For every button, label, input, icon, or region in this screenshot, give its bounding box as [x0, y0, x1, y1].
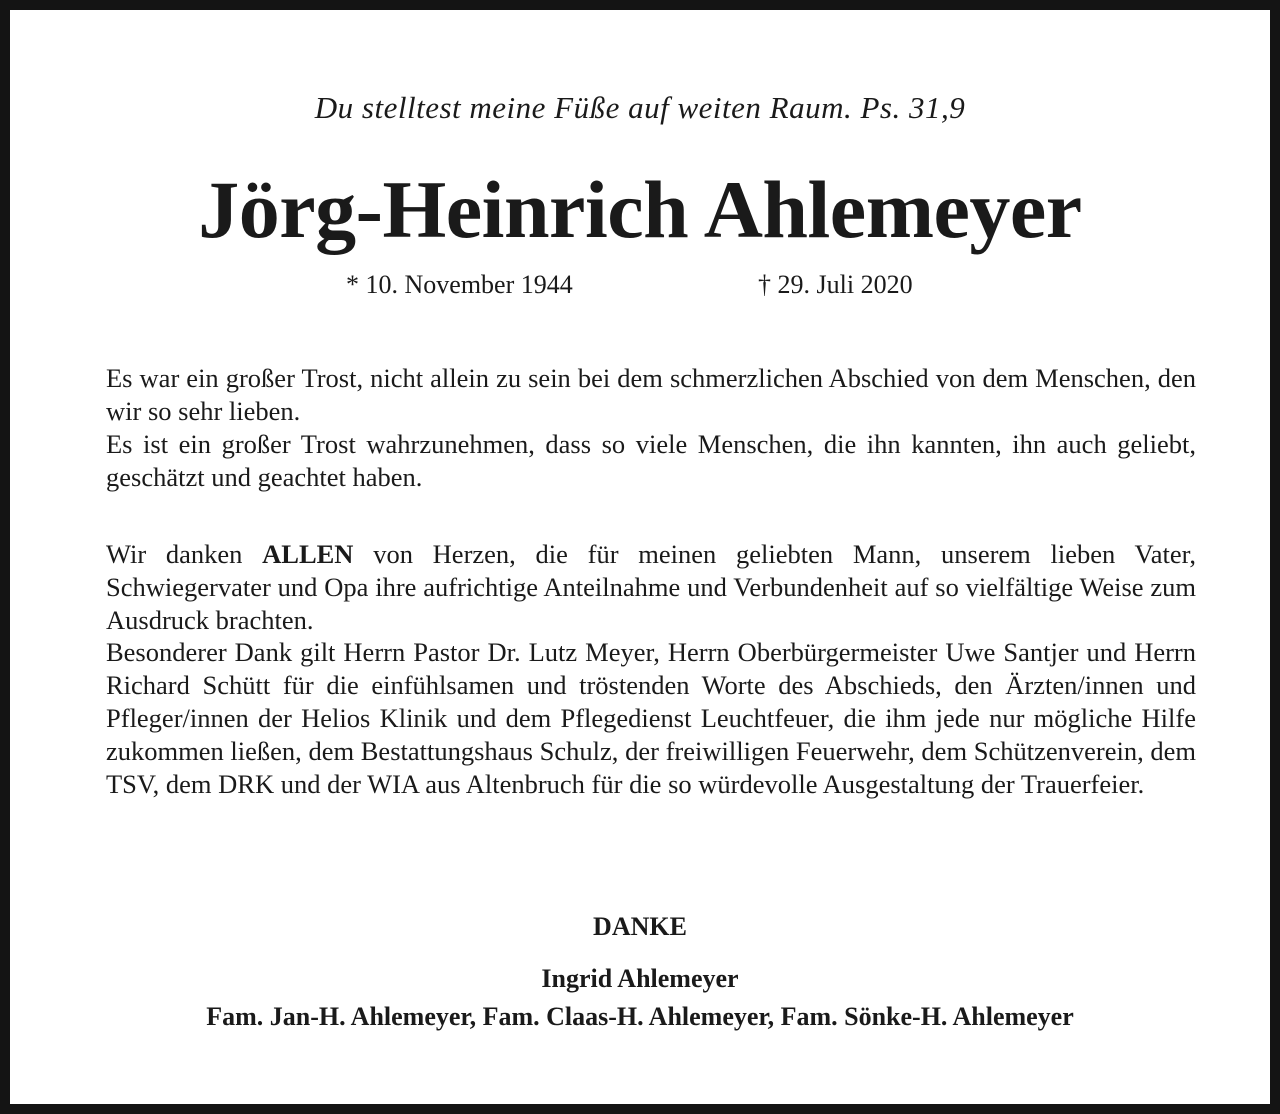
thanks-emphasis: ALLEN	[262, 539, 354, 569]
bible-verse: Du stelltest meine Füße auf weiten Raum. Ps. 31,9	[314, 90, 966, 125]
signature-primary: Ingrid Ahlemeyer	[541, 964, 739, 993]
thanks-rest: von Herzen, die für meinen geliebten Mann, unserem lieben Vater, Schwiegervater und Opa ihre aufrichtige Anteilnahme und Verbundenheit auf so vielfältige Weise zum Ausdruck brachten.	[106, 539, 1197, 635]
signature-families: Fam. Jan-H. Ahlemeyer, Fam. Claas-H. Ahlemeyer, Fam. Sönke-H. Ahlemeyer	[206, 1002, 1074, 1031]
thanks-lead: Wir danken	[106, 539, 243, 569]
paragraph-comfort-1: Es war ein großer Trost, nicht allein zu sein bei dem schmerzlichen Abschied von dem Menschen, den wir so sehr lieben.	[106, 363, 1196, 426]
paragraph-thanks	[106, 538, 1196, 637]
deceased-name: Jörg-Heinrich Ahlemeyer	[198, 164, 1082, 255]
death-date: † 29. Juli 2020	[758, 270, 913, 299]
paragraph-comfort-2: Es ist ein großer Trost wahrzunehmen, dass so viele Menschen, die ihn kannten, ihn auch geliebt, geschätzt und geachtet haben.	[106, 429, 1196, 492]
birth-date: * 10. November 1944	[346, 270, 573, 299]
closing-word: DANKE	[593, 912, 687, 941]
paragraph-special-thanks: Besonderer Dank gilt Herrn Pastor Dr. Lutz Meyer, Herrn Oberbürgermeister Uwe Santjer und Herrn Richard Schütt für die einfühlsamen und tröstenden Worte des Abschieds, den Ärzten/innen und Pfleger/innen der Helios Klinik und dem Pflegedienst Leuchtfeuer, die ihm jede nur mögliche Hilfe zukommen ließen, dem Bestattungshaus Schulz, der freiwilligen Feuerwehr, dem Schützenverein, dem TSV, dem DRK und der WIA aus Altenbruch für die so würdevolle Ausgestaltung der Trauerfeier.	[106, 637, 1196, 799]
